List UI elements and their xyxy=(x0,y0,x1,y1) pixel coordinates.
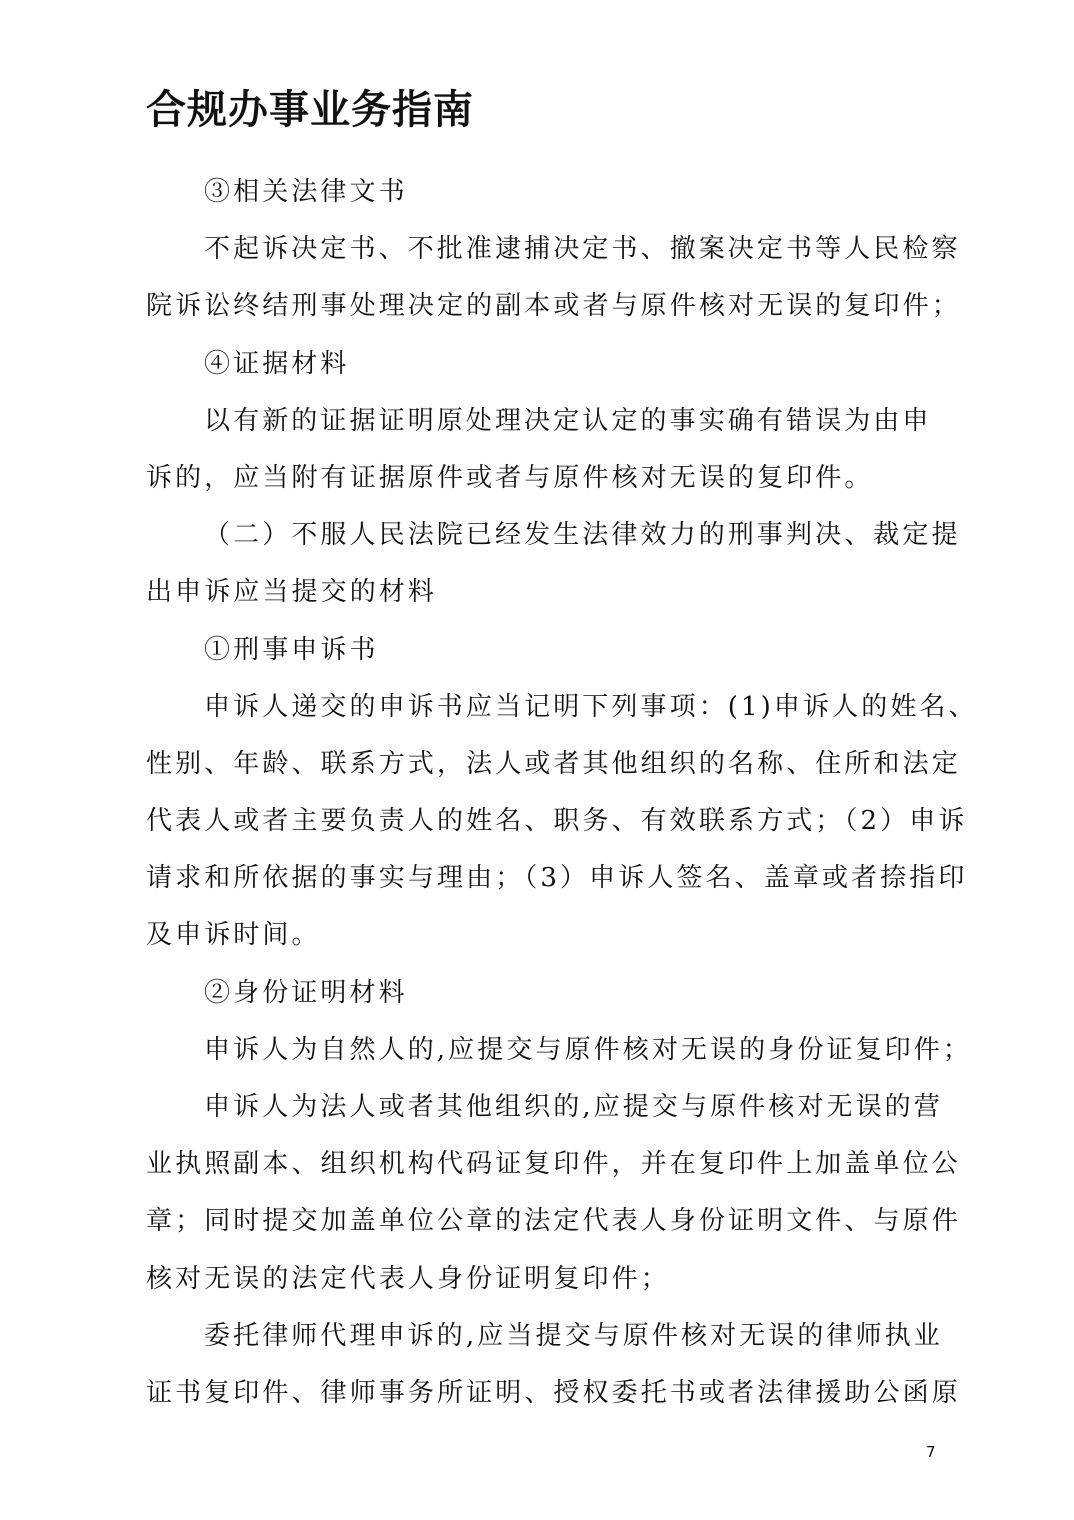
text-line: 章；同时提交加盖单位公章的法定代表人身份证明文件、与原件 xyxy=(146,1206,961,1237)
text-line: ①刑事申诉书 xyxy=(204,634,379,665)
text-line: 出申诉应当提交的材料 xyxy=(146,577,438,608)
text-line: 代表人或者主要负责人的姓名、职务、有效联系方式；（2）申诉 xyxy=(146,806,968,837)
document-body xyxy=(146,164,978,1422)
text-line: 以有新的证据证明原处理决定认定的事实确有错误为由申 xyxy=(204,405,932,436)
text-line: 业执照副本、组织机构代码证复印件，并在复印件上加盖单位公 xyxy=(146,1149,961,1180)
text-line: 性别、年龄、联系方式，法人或者其他组织的名称、住所和法定 xyxy=(146,748,961,779)
text-line: 核对无误的法定代表人身份证明复印件； xyxy=(146,1263,670,1294)
text-line: 证书复印件、律师事务所证明、授权委托书或者法律援助公函原 xyxy=(146,1377,961,1408)
page-number: 7 xyxy=(926,1443,936,1461)
text-line: 申诉人递交的申诉书应当记明下列事项：(1)申诉人的姓名、 xyxy=(204,691,978,722)
text-line: 及申诉时间。 xyxy=(146,920,321,951)
text-line: ④证据材料 xyxy=(204,348,350,379)
page-title: 合规办事业务指南 xyxy=(146,86,474,133)
text-line: 诉的，应当附有证据原件或者与原件核对无误的复印件。 xyxy=(146,462,874,493)
text-line: （二）不服人民法院已经发生法律效力的刑事判决、裁定提 xyxy=(204,520,961,551)
text-line: 院诉讼终结刑事处理决定的副本或者与原件核对无误的复印件； xyxy=(146,291,961,322)
text-line: 请求和所依据的事实与理由；（3）申诉人签名、盖章或者捺指印 xyxy=(146,863,968,894)
text-line: 不起诉决定书、不批准逮捕决定书、撤案决定书等人民检察 xyxy=(204,234,961,265)
text-line: 申诉人为法人或者其他组织的,应提交与原件核对无误的营 xyxy=(204,1092,943,1122)
text-line: 委托律师代理申诉的,应当提交与原件核对无误的律师执业 xyxy=(204,1320,943,1351)
text-line: 申诉人为自然人的,应提交与原件核对无误的身份证复印件； xyxy=(204,1034,972,1065)
text-line: ③相关法律文书 xyxy=(204,177,408,207)
text-line: ②身份证明材料 xyxy=(204,977,408,1008)
